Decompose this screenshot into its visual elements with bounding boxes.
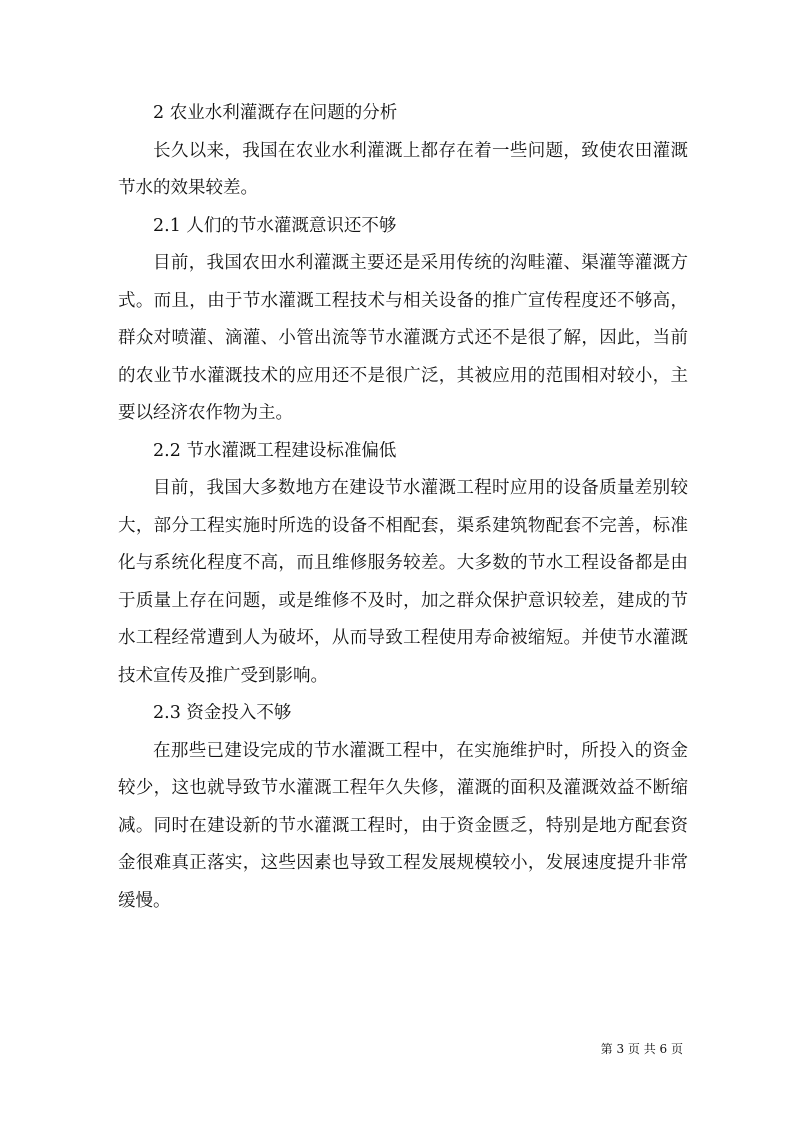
paragraph: 长久以来，我国在农业水利灌溉上都存在着一些问题，致使农田灌溉节水的效果较差。 — [118, 140, 688, 198]
paragraph: 目前，我国农田水利灌溉主要还是采用传统的沟畦灌、渠灌等灌溉方式。而且，由于节水灌溉工程技术与相关设备的推广宣传程度还不够高，群众对喷灌、滴灌、小管出流等节水灌溉方式还不是很了解，因此，当前的农业节水灌溉技术的应用还不是很广泛，其被应用的范围相对较小，主要以经济农作物为主。 — [118, 253, 688, 423]
subsection-heading: 2.3 资金投入不够 — [153, 703, 292, 723]
page-number: 第 3 页 共 6 页 — [600, 1042, 683, 1056]
subsection-heading: 2.1 人们的节水灌溉意识还不够 — [153, 215, 397, 236]
subsection-heading: 2.2 节水灌溉工程建设标准偏低 — [153, 440, 397, 461]
section-heading: 2 农业水利灌溉存在问题的分析 — [153, 103, 398, 123]
document-body — [118, 95, 688, 920]
paragraph: 在那些已建设完成的节水灌溉工程中，在实施维护时，所投入的资金较少，这也就导致节水灌溉工程年久失修，灌溉的面积及灌溉效益不断缩减。同时在建设新的节水灌溉工程时，由于资金匮乏，特别是地方配套资金很难真正落实，这些因素也导致工程发展规模较小，发展速度提升非常缓慢。 — [118, 740, 688, 911]
paragraph: 目前，我国大多数地方在建设节水灌溉工程时应用的设备质量差别较大，部分工程实施时所选的设备不相配套，渠系建筑物配套不完善，标准化与系统化程度不高，而且维修服务较差。大多数的节水工程设备都是由于质量上存在问题，或是维修不及时，加之群众保护意识较差，建成的节水工程经常遭到人为破坏，从而导致工程使用寿命被缩短。并使节水灌溉技术宣传及推广受到影响。 — [118, 478, 688, 686]
